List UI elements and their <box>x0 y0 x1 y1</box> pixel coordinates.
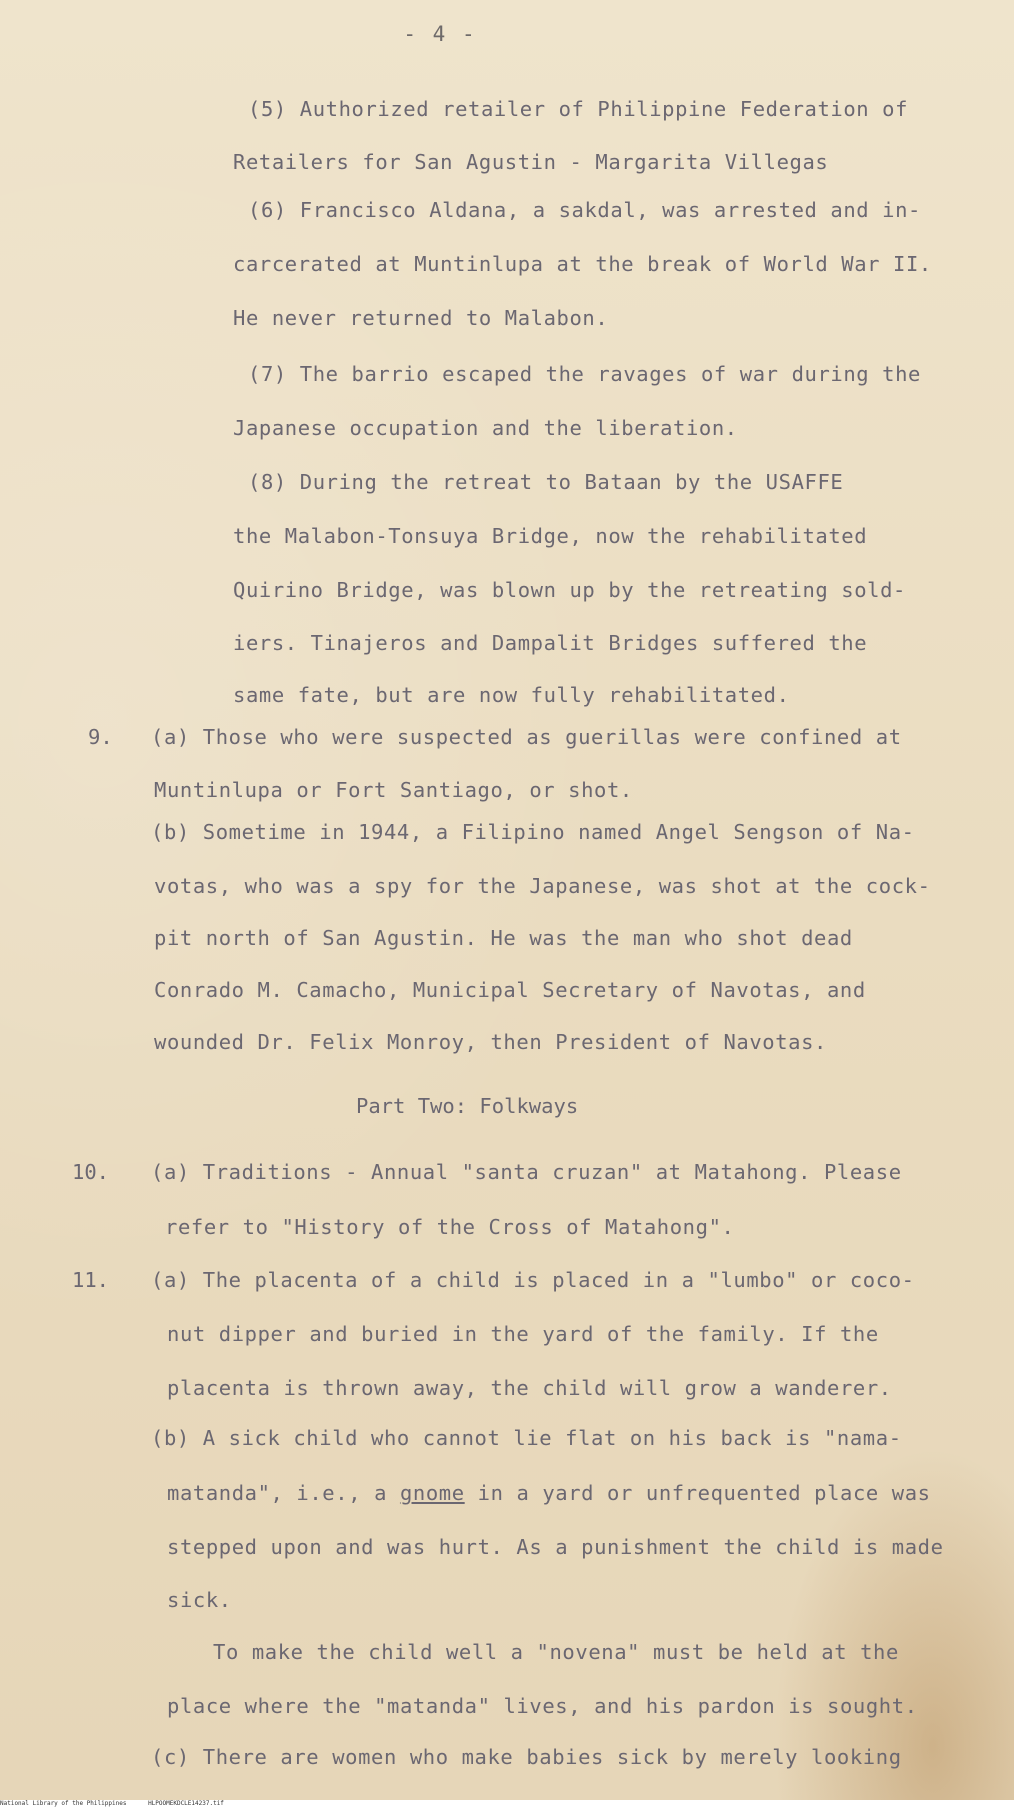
item-number-10: 10. <box>72 1160 110 1184</box>
text-line: To make the child well a "novena" must be held at the <box>213 1640 899 1664</box>
underlined-word: gnome <box>399 1481 465 1505</box>
text-line: (a) Traditions - Annual "santa cruzan" at Matahong. Please <box>151 1160 902 1184</box>
text-line: (6) Francisco Aldana, a sakdal, was arrested and in- <box>248 198 921 222</box>
page-number: - 4 - <box>403 22 477 46</box>
text-line: He never returned to Malabon. <box>233 306 609 330</box>
text-line: place where the "matanda" lives, and his pardon is sought. <box>167 1694 918 1718</box>
text-line: Conrado M. Camacho, Municipal Secretary of Navotas, and <box>154 978 866 1002</box>
text-line: nut dipper and buried in the yard of the family. If the <box>167 1322 879 1346</box>
text-line: (a) Those who were suspected as guerillas were confined at <box>151 725 902 749</box>
text-line: iers. Tinajeros and Dampalit Bridges suffered the <box>233 631 868 655</box>
footer-library: National Library of the Philippines <box>0 1800 127 1807</box>
text-line: sick. <box>167 1588 232 1612</box>
text-line: the Malabon-Tonsuya Bridge, now the rehabilitated <box>233 524 868 548</box>
text-line: (8) During the retreat to Bataan by the USAFFE <box>248 470 844 494</box>
text-line: refer to "History of the Cross of Matahong". <box>165 1215 735 1239</box>
text-line: (c) There are women who make babies sick by merely looking <box>151 1745 902 1769</box>
text-segment: matanda", i.e., a <box>167 1481 400 1505</box>
text-line: (7) The barrio escaped the ravages of war during the <box>248 362 921 386</box>
text-line: (b) Sometime in 1944, a Filipino named Angel Sengson of Na- <box>151 820 915 844</box>
text-line: Japanese occupation and the liberation. <box>233 416 738 440</box>
text-line: wounded Dr. Felix Monroy, then President of Navotas. <box>154 1030 827 1054</box>
scan-footer <box>0 1800 1014 1808</box>
text-line: votas, who was a spy for the Japanese, was shot at the cock- <box>154 874 931 898</box>
item-number-11: 11. <box>72 1268 110 1292</box>
item-number-9: 9. <box>88 725 113 749</box>
footer-file-id: HLPOOMEKDCLE14237.tif <box>148 1800 224 1807</box>
text-line: same fate, but are now fully rehabilitated. <box>233 683 790 707</box>
text-line: (5) Authorized retailer of Philippine Federation of <box>248 97 909 121</box>
text-line: (a) The placenta of a child is placed in a "lumbo" or coco- <box>151 1268 915 1292</box>
text-line: (b) A sick child who cannot lie flat on his back is "nama- <box>151 1426 902 1450</box>
text-line: Muntinlupa or Fort Santiago, or shot. <box>154 778 633 802</box>
text-line: placenta is thrown away, the child will grow a wanderer. <box>167 1376 892 1400</box>
text-segment: in a yard or unfrequented place was <box>464 1481 931 1505</box>
text-line <box>167 1481 931 1505</box>
text-line: stepped upon and was hurt. As a punishment the child is made <box>167 1535 944 1559</box>
part-heading: Part Two: Folkways <box>356 1094 579 1118</box>
text-line: carcerated at Muntinlupa at the break of World War II. <box>233 252 932 276</box>
text-line: Quirino Bridge, was blown up by the retreating sold- <box>233 578 906 602</box>
text-line: pit north of San Agustin. He was the man who shot dead <box>154 926 853 950</box>
text-line: Retailers for San Agustin - Margarita Villegas <box>233 150 829 174</box>
